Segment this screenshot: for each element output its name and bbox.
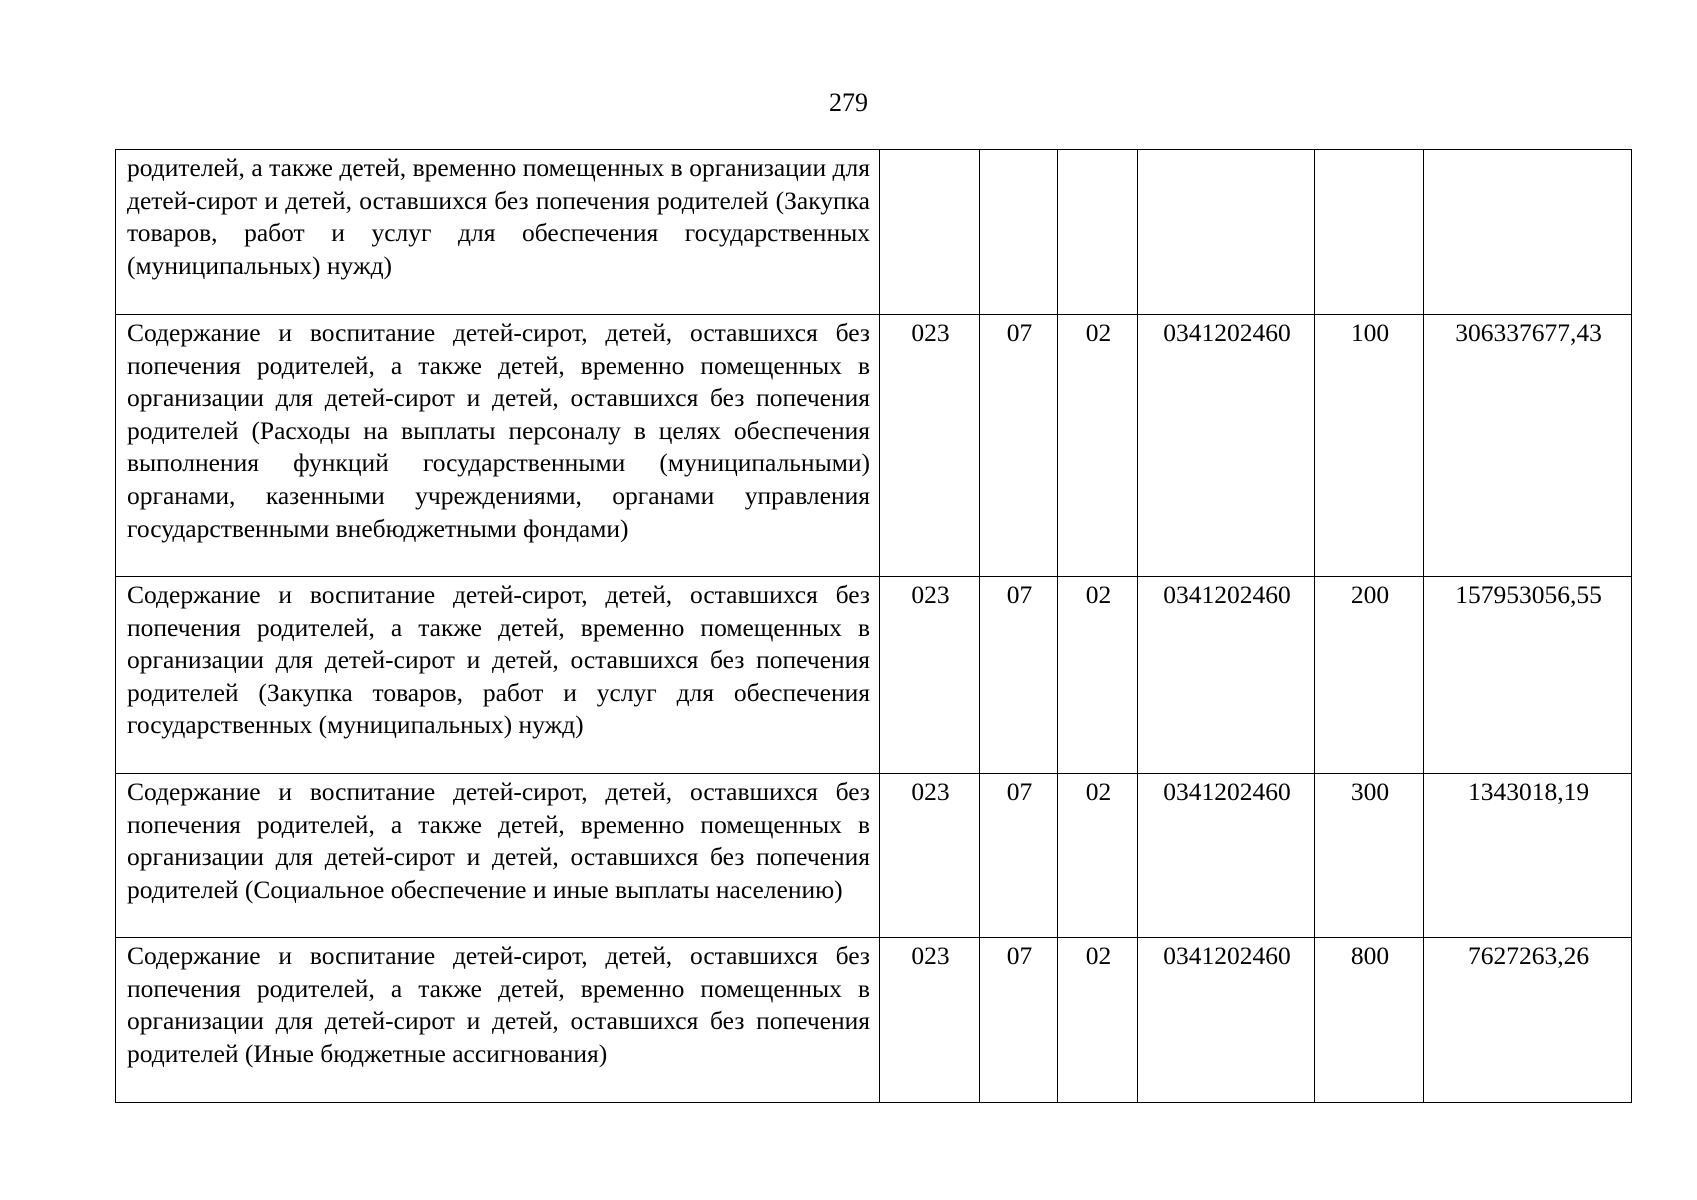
section-code: 07	[980, 938, 1058, 1103]
amount: 157953056,55	[1424, 577, 1632, 774]
row-description: Содержание и воспитание детей-сирот, детей, оставшихся без попечения родителей, а также детей, временно помещенных в организации для детей-сирот и детей, оставшихся без попечения родителей (Закупка товаров, работ и услуг для обеспечения государственных (муниципальных) нужд)	[116, 577, 880, 774]
amount	[1424, 150, 1632, 315]
table-row	[116, 774, 1632, 938]
subsection-code: 02	[1058, 938, 1138, 1103]
expense-type-code: 800	[1315, 938, 1424, 1103]
amount: 7627263,26	[1424, 938, 1632, 1103]
ministry-code: 023	[880, 315, 980, 577]
section-code: 07	[980, 315, 1058, 577]
row-description: родителей, а также детей, временно помещенных в организации для детей-сирот и детей, оставшихся без попечения родителей (Закупка товаров, работ и услуг для обеспечения государственных (муниципальных) нужд)	[116, 150, 880, 315]
expense-type-code: 300	[1315, 774, 1424, 938]
target-article-code: 0341202460	[1138, 315, 1315, 577]
section-code	[980, 150, 1058, 315]
ministry-code: 023	[880, 774, 980, 938]
row-description: Содержание и воспитание детей-сирот, детей, оставшихся без попечения родителей, а также детей, временно помещенных в организации для детей-сирот и детей, оставшихся без попечения родителей (Расходы на выплаты персоналу в целях обеспечения выполнения функций государственными (муниципальными) органами, казенными учреждениями, органами управления государственными внебюджетными фондами)	[116, 315, 880, 577]
subsection-code: 02	[1058, 577, 1138, 774]
target-article-code: 0341202460	[1138, 938, 1315, 1103]
subsection-code: 02	[1058, 315, 1138, 577]
ministry-code	[880, 150, 980, 315]
ministry-code: 023	[880, 577, 980, 774]
expense-type-code	[1315, 150, 1424, 315]
target-article-code: 0341202460	[1138, 577, 1315, 774]
expense-type-code: 200	[1315, 577, 1424, 774]
expense-type-code: 100	[1315, 315, 1424, 577]
row-description: Содержание и воспитание детей-сирот, детей, оставшихся без попечения родителей, а также детей, временно помещенных в организации для детей-сирот и детей, оставшихся без попечения родителей (Социальное обеспечение и иные выплаты населению)	[116, 774, 880, 938]
budget-table	[115, 149, 1632, 1103]
subsection-code: 02	[1058, 774, 1138, 938]
subsection-code	[1058, 150, 1138, 315]
table-row	[116, 938, 1632, 1103]
table-row	[116, 150, 1632, 315]
amount: 306337677,43	[1424, 315, 1632, 577]
table-row	[116, 315, 1632, 577]
target-article-code	[1138, 150, 1315, 315]
section-code: 07	[980, 577, 1058, 774]
amount: 1343018,19	[1424, 774, 1632, 938]
table-row	[116, 577, 1632, 774]
page-number: 279	[829, 88, 868, 117]
ministry-code: 023	[880, 938, 980, 1103]
target-article-code: 0341202460	[1138, 774, 1315, 938]
section-code: 07	[980, 774, 1058, 938]
row-description: Содержание и воспитание детей-сирот, детей, оставшихся без попечения родителей, а также детей, временно помещенных в организации для детей-сирот и детей, оставшихся без попечения родителей (Иные бюджетные ассигнования)	[116, 938, 880, 1103]
